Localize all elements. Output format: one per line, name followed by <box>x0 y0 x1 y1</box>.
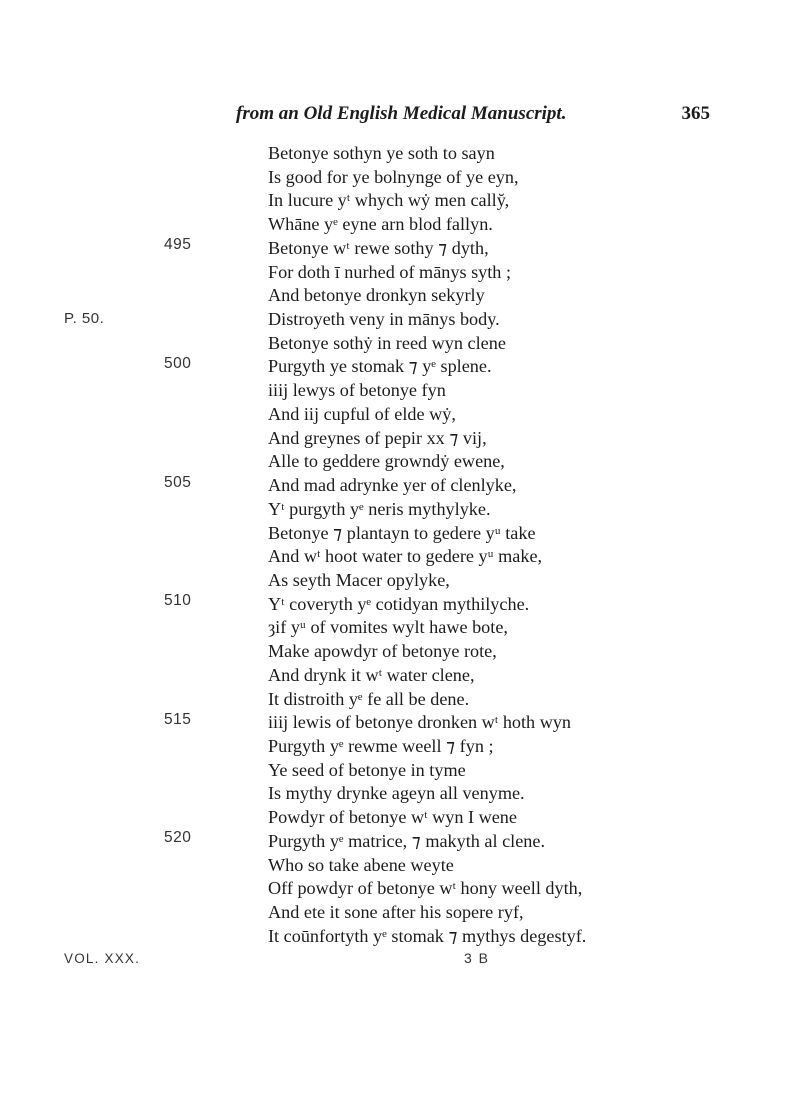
verse-line: Powdyr of betonye wᵗ wyn I wene <box>268 807 517 828</box>
verse-line: Is good for ye bolnynge of ye eyn, <box>268 166 519 187</box>
verse-line: Purgyth ye stomak ⁊ yᵉ splene. <box>268 356 492 377</box>
verse-line: Alle to geddere growndẏ ewene, <box>268 451 505 472</box>
verse-line: Ye seed of betonye in tyme <box>268 759 466 780</box>
verse-line: Off powdyr of betonye wᵗ hony weell dyth, <box>268 878 583 899</box>
verse-line: Purgyth yᵉ rewme weell ⁊ fyn ; <box>268 735 494 756</box>
line-number-520: 520 <box>164 829 192 846</box>
verse-line: And betonye dronkyn sekyrly <box>268 285 485 306</box>
printer-signature-mark: 3 B <box>464 950 490 966</box>
verse-line: Purgyth yᵉ matrice, ⁊ makyth al clene. <box>268 830 546 851</box>
verse-line: ȝif yᵘ of vomites wylt hawe bote, <box>268 617 508 638</box>
line-number-500: 500 <box>164 355 192 372</box>
verse-line: As seyth Macer opylyke, <box>268 569 450 590</box>
running-title: from an Old English Medical Manuscript. <box>236 103 567 124</box>
verse-line: It distroith yᵉ fe all be dene. <box>268 688 470 709</box>
verse-line: Yᵗ purgyth yᵉ neris mythylyke. <box>268 498 491 519</box>
verse-line: In lucure yᵗ whych wẏ men cally̆, <box>268 190 510 211</box>
line-number-505: 505 <box>164 474 192 491</box>
verse-line: Is mythy drynke ageyn all venyme. <box>268 783 525 804</box>
verse-line: Yᵗ coveryth yᵉ cotidyan mythilyche. <box>268 593 530 614</box>
line-number-495: 495 <box>164 236 192 253</box>
verse-line: And drynk it wᵗ water clene, <box>268 664 475 685</box>
verse-line: Who so take abene weyte <box>268 854 454 875</box>
verse-line: And ete it sone after his sopere ryf, <box>268 902 524 922</box>
verse-line: Betonye wᵗ rewe sothy ⁊ dyth, <box>268 237 489 258</box>
verse-line: Whāne yᵉ eyne arn blod fallyn. <box>268 214 493 235</box>
running-header <box>236 103 710 131</box>
verse-line: Make apowdyr of betonye rote, <box>268 641 497 662</box>
volume-mark: VOL. XXX. <box>64 951 141 966</box>
verse-line: And wᵗ hoot water to gedere yᵘ make, <box>268 546 543 567</box>
verse-line: Betonye sothyn ye soth to sayn <box>268 143 495 163</box>
line-number-510: 510 <box>164 592 192 609</box>
verse-line: iiij lewis of betonye dronken wᵗ hoth wyn <box>268 712 572 733</box>
line-number-515: 515 <box>164 711 192 728</box>
verse-line: It coūnfortyth yᵉ stomak ⁊ mythys degestyf. <box>268 925 587 946</box>
verse-line: And greynes of pepir xx ⁊ vij, <box>268 427 487 448</box>
verse-line: And mad adrynke yer of clenlyke, <box>268 475 517 496</box>
page-number: 365 <box>681 103 710 124</box>
folio-marginal-note: P. 50. <box>64 310 105 327</box>
poem-text-block <box>268 142 738 948</box>
verse-line: Betonye ⁊ plantayn to gedere yᵘ take <box>268 522 536 543</box>
verse-line: And iij cupful of elde wẏ, <box>268 403 456 424</box>
verse-line: Distroyeth veny in mānys body. <box>268 309 500 330</box>
verse-line: Betonye sothẏ in reed wyn clene <box>268 332 506 353</box>
verse-line: iiij lewys of betonye fyn <box>268 380 446 401</box>
verse-line: For doth ī nurhed of mānys syth ; <box>268 261 511 282</box>
